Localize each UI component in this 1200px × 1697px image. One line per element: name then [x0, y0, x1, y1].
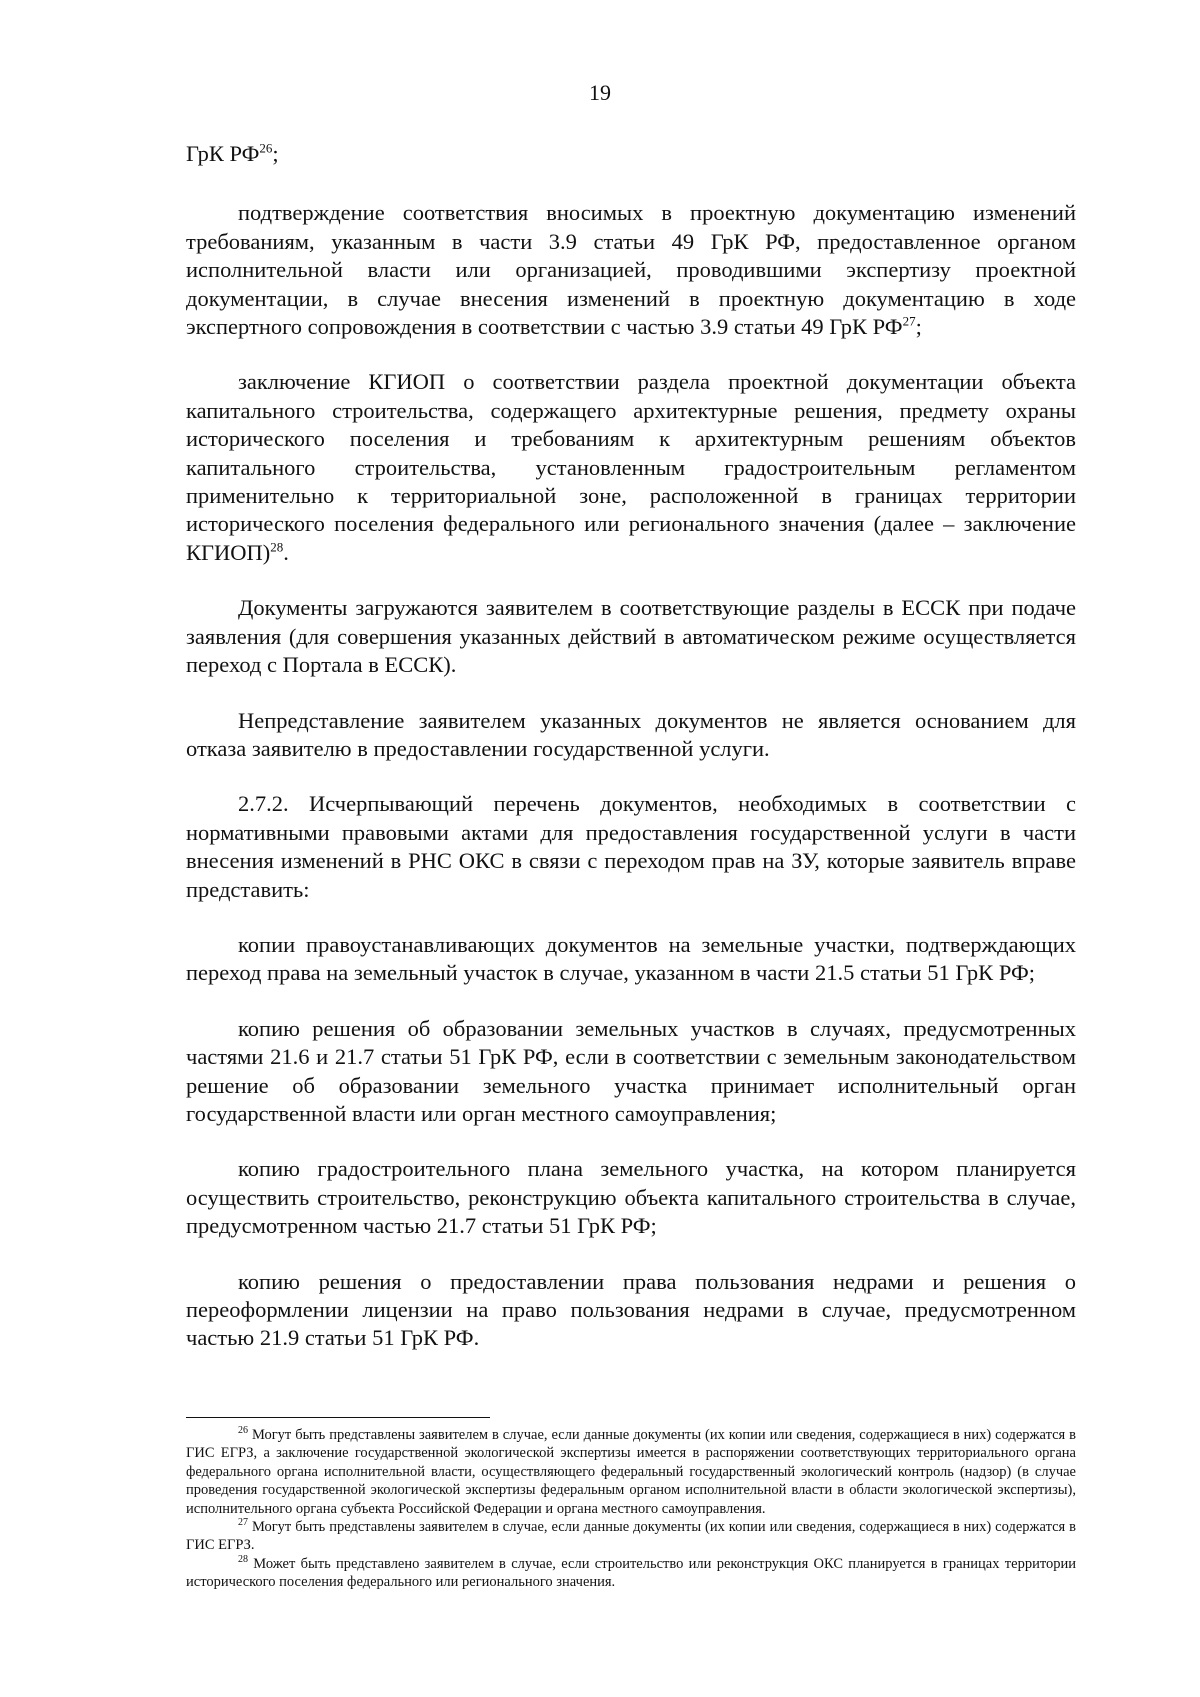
paragraph-tail: ; [272, 141, 279, 166]
footnote-text: Могут быть представлены заявителем в случае, если данные документы (их копии или сведения, содержащиеся в них) содержатся в ГИС ЕГРЗ. [186, 1519, 1076, 1554]
footnote-number: 28 [238, 1554, 248, 1566]
body-text [186, 140, 1076, 1380]
footnote-27 [186, 1518, 1076, 1555]
paragraph-tail: . [283, 539, 289, 565]
footnote-26 [186, 1426, 1076, 1518]
footnote-text: Может быть представлено заявителем в случае, если строительство или реконструкция ОКС планируется в границах территории исторического поселения федерального или регионального значения. [186, 1555, 1076, 1591]
paragraph-text: подтверждение соответствия вносимых в проектную документацию изменений требованиям, указанным в части 3.9 статьи 49 ГрК РФ, предоставленное органом исполнительной власти или организацией, проводившими экспертизу проектной документации, в случае внесения изменений в проектную документацию в ходе экспертного сопровождения в соответствии с частью 3.9 статьи 49 ГрК РФ [186, 200, 1076, 340]
paragraph-text: заключение КГИОП о соответствии раздела проектной документации объекта капитального строительства, содержащего архитектурные решения, предмету охраны исторического поселения и требованиям к архитектурным решениям объектов капитального строительства, установленным градостроительным регламентом применительно к территориальной зоне, расположенной в границах территории исторического поселения федерального или регионального значения (далее – заключение КГИОП) [186, 369, 1076, 565]
paragraph-land-formation-decision: копию решения об образовании земельных участков в случаях, предусмотренных частями 21.6 и 21.7 статьи 51 ГрК РФ, если в соответствии с земельным законодательством решение об образовании земельного участка принимает исполнительный орган государственной власти или орган местного самоуправления; [186, 1015, 1076, 1126]
paragraph-title-documents: копии правоустанавливающих документов на земельные участки, подтверждающих переход права на земельный участок в случае, указанном в части 21.5 статьи 51 ГрК РФ; [186, 931, 1076, 986]
paragraph-non-submission: Непредставление заявителем указанных документов не является основанием для отказа заявителю в предоставлении государственной услуги. [186, 707, 1076, 761]
paragraph-grk-reference [186, 140, 1076, 168]
paragraph-tail: ; [915, 314, 922, 340]
footnote-ref-26[interactable]: 26 [259, 140, 273, 156]
paragraph-documents-upload: Документы загружаются заявителем в соответствующие разделы в ЕССК при подаче заявления (для совершения указанных действий в автоматическом режиме осуществляется переход с Портала в ЕССК). [186, 595, 1076, 678]
footnote-ref-27[interactable]: 27 [902, 313, 916, 329]
footnote-ref-28[interactable]: 28 [270, 539, 284, 555]
paragraph-text: ГрК РФ [186, 141, 260, 166]
footnote-text: Могут быть представлены заявителем в случае, если данные документы (их копии или сведения, содержащиеся в них) содержатся в ГИС ЕГРЗ, а заключение государственной экологической экспертизы имеется в распоряжении соответствующих территориального органа федерального органа исполнительной власти, осуществляющего федеральный государственный экологический контроль (надзор) (в случае проведения государственной экологической экспертизы федеральным органом исполнительной власти в области экологической экспертизы), исполнительного органа субъекта Российской Федерации и органа местного самоуправления. [186, 1427, 1076, 1517]
paragraph-kgiop-conclusion [186, 368, 1076, 567]
page-number: 19 [589, 80, 611, 105]
footnote-28 [186, 1555, 1076, 1592]
paragraph-urban-plan: копию градостроительного плана земельного участка, на котором планируется осуществить строительство, реконструкцию объекта капитального строительства в случае, предусмотренном частью 21.7 статьи 51 ГрК РФ; [186, 1156, 1076, 1239]
footnotes [186, 1426, 1076, 1592]
footnote-separator [186, 1417, 490, 1418]
paragraph-conformity-confirmation [186, 199, 1076, 341]
footnote-number: 26 [238, 1425, 248, 1437]
paragraph-subsoil-license: копию решения о предоставлении права пользования недрами и решения о переоформлении лицензии на право пользования недрами в случае, предусмотренном частью 21.9 статьи 51 ГрК РФ. [186, 1268, 1076, 1351]
footnote-number: 27 [238, 1517, 248, 1529]
paragraph-section-2-7-2: 2.7.2. Исчерпывающий перечень документов, необходимых в соответствии с нормативными правовыми актами для предоставления государственной услуги в части внесения изменений в РНС ОКС в связи с переходом прав на ЗУ, которые заявитель вправе представить: [186, 791, 1076, 902]
